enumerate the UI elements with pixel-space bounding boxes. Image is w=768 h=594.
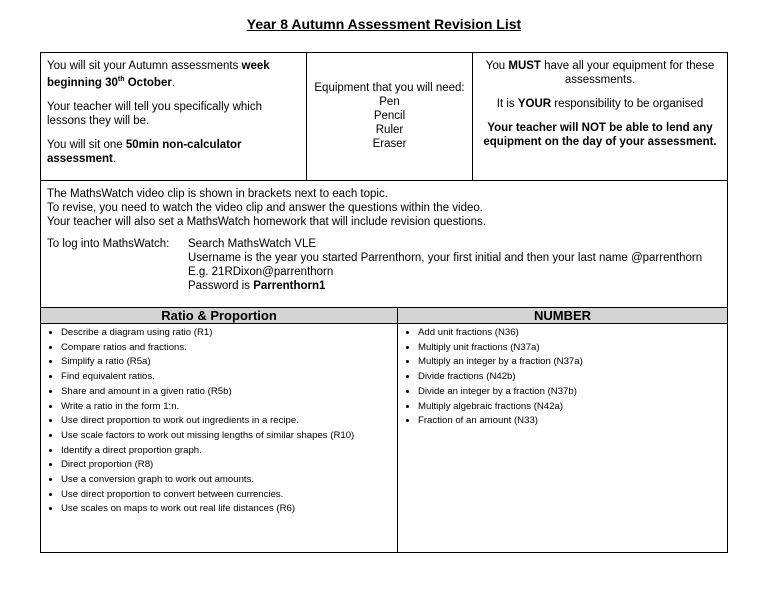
mathswatch-line: The MathsWatch video clip is shown in brackets next to each topic. — [47, 188, 388, 200]
info-row — [40, 52, 728, 181]
topics-table — [40, 307, 728, 553]
login-example: E.g. 21RDixon@parrenthorn — [188, 266, 334, 278]
must-notice — [479, 59, 721, 87]
login-instructions — [47, 237, 721, 293]
list-item: • Fraction of an amount (N33) — [418, 414, 727, 429]
equipment-item: Ruler — [375, 124, 404, 136]
list-item: • Divide an integer by a fraction (N37b) — [418, 385, 727, 400]
lessons-note: Your teacher will tell you specifically which lessons they will be. — [47, 100, 262, 127]
number-column — [398, 308, 727, 552]
list-item: • Multiply unit fractions (N37a) — [418, 341, 727, 356]
text: It is — [496, 98, 518, 110]
no-lending-notice: Your teacher will NOT be able to lend any equipment on the day of your assessment. — [483, 122, 717, 148]
list-item: • Write a ratio in the form 1:n. — [61, 400, 397, 415]
text: have all your equipment for these assessments. — [540, 60, 715, 86]
equipment-item: Pen — [379, 96, 400, 108]
equipment-item: Eraser — [372, 138, 407, 150]
list-item: • Use scales on maps to work out real life distances (R6) — [61, 502, 397, 517]
list-item: • Describe a diagram using ratio (R1) — [61, 326, 397, 341]
section-heading: Ratio & Proportion — [41, 308, 397, 324]
text: You will sit your Autumn assessments — [47, 60, 242, 72]
mathswatch-line: Your teacher will also set a MathsWatch homework that will include revision questions. — [47, 216, 486, 228]
page-title: Year 8 Autumn Assessment Revision List — [246, 16, 522, 32]
date-suffix: th — [117, 76, 125, 83]
text: . — [171, 76, 176, 89]
login-password — [188, 279, 702, 293]
text: Password is — [188, 280, 254, 292]
password-bold: Parrenthorn1 — [253, 280, 326, 292]
responsibility-notice — [479, 97, 721, 111]
text: responsibility to be organised — [551, 98, 704, 110]
topic-list — [41, 326, 397, 517]
text: . — [112, 152, 117, 165]
list-item: • Direct proportion (R8) — [61, 458, 397, 473]
list-item: • Multiply algebraic fractions (N42a) — [418, 400, 727, 415]
date-month: October — [124, 76, 172, 89]
list-item: • Use direct proportion to work out ingredients in a recipe. — [61, 414, 397, 429]
list-item: • Use a conversion graph to work out amounts. — [61, 473, 397, 488]
section-heading: NUMBER — [398, 308, 727, 324]
your-bold: YOUR — [517, 98, 552, 110]
mathswatch-line: To revise, you need to watch the video clip and answer the questions within the video. — [47, 202, 483, 214]
list-item: • Use scale factors to work out missing lengths of similar shapes (R10) — [61, 429, 397, 444]
text: You — [485, 60, 509, 72]
list-item: • Use direct proportion to convert between currencies. — [61, 488, 397, 503]
assessment-type — [47, 138, 300, 166]
text: You will sit one — [47, 138, 126, 151]
login-label: To log into MathsWatch: — [47, 238, 170, 250]
date-bold: week beginning 30 — [47, 60, 270, 89]
list-item: • Add unit fractions (N36) — [418, 326, 727, 341]
list-item: • Share and amount in a given ratio (R5b) — [61, 385, 397, 400]
equipment-notice-cell — [473, 53, 727, 180]
login-search: Search MathsWatch VLE — [188, 238, 317, 250]
assessment-date — [47, 59, 300, 90]
must-bold: MUST — [508, 60, 541, 72]
equipment-cell — [307, 53, 473, 180]
list-item: • Multiply an integer by a fraction (N37a) — [418, 355, 727, 370]
topic-list — [398, 326, 727, 429]
equipment-heading: Equipment that you will need: — [314, 82, 465, 94]
list-item: • Compare ratios and fractions. — [61, 341, 397, 356]
assessment-type-bold: 50min non-calculator assessment — [47, 138, 242, 165]
assessment-info-cell — [41, 53, 307, 180]
ratio-proportion-column — [41, 308, 398, 552]
login-username: Username is the year you started Parrenthorn, your first initial and then your last name @parrenthorn — [188, 252, 703, 264]
list-item: • Find equivalent ratios. — [61, 370, 397, 385]
list-item: • Divide fractions (N42b) — [418, 370, 727, 385]
mathswatch-info — [40, 180, 728, 308]
login-details — [188, 237, 702, 293]
list-item: • Simplify a ratio (R5a) — [61, 355, 397, 370]
equipment-item: Pencil — [373, 110, 406, 122]
list-item: • Identify a direct proportion graph. — [61, 444, 397, 459]
